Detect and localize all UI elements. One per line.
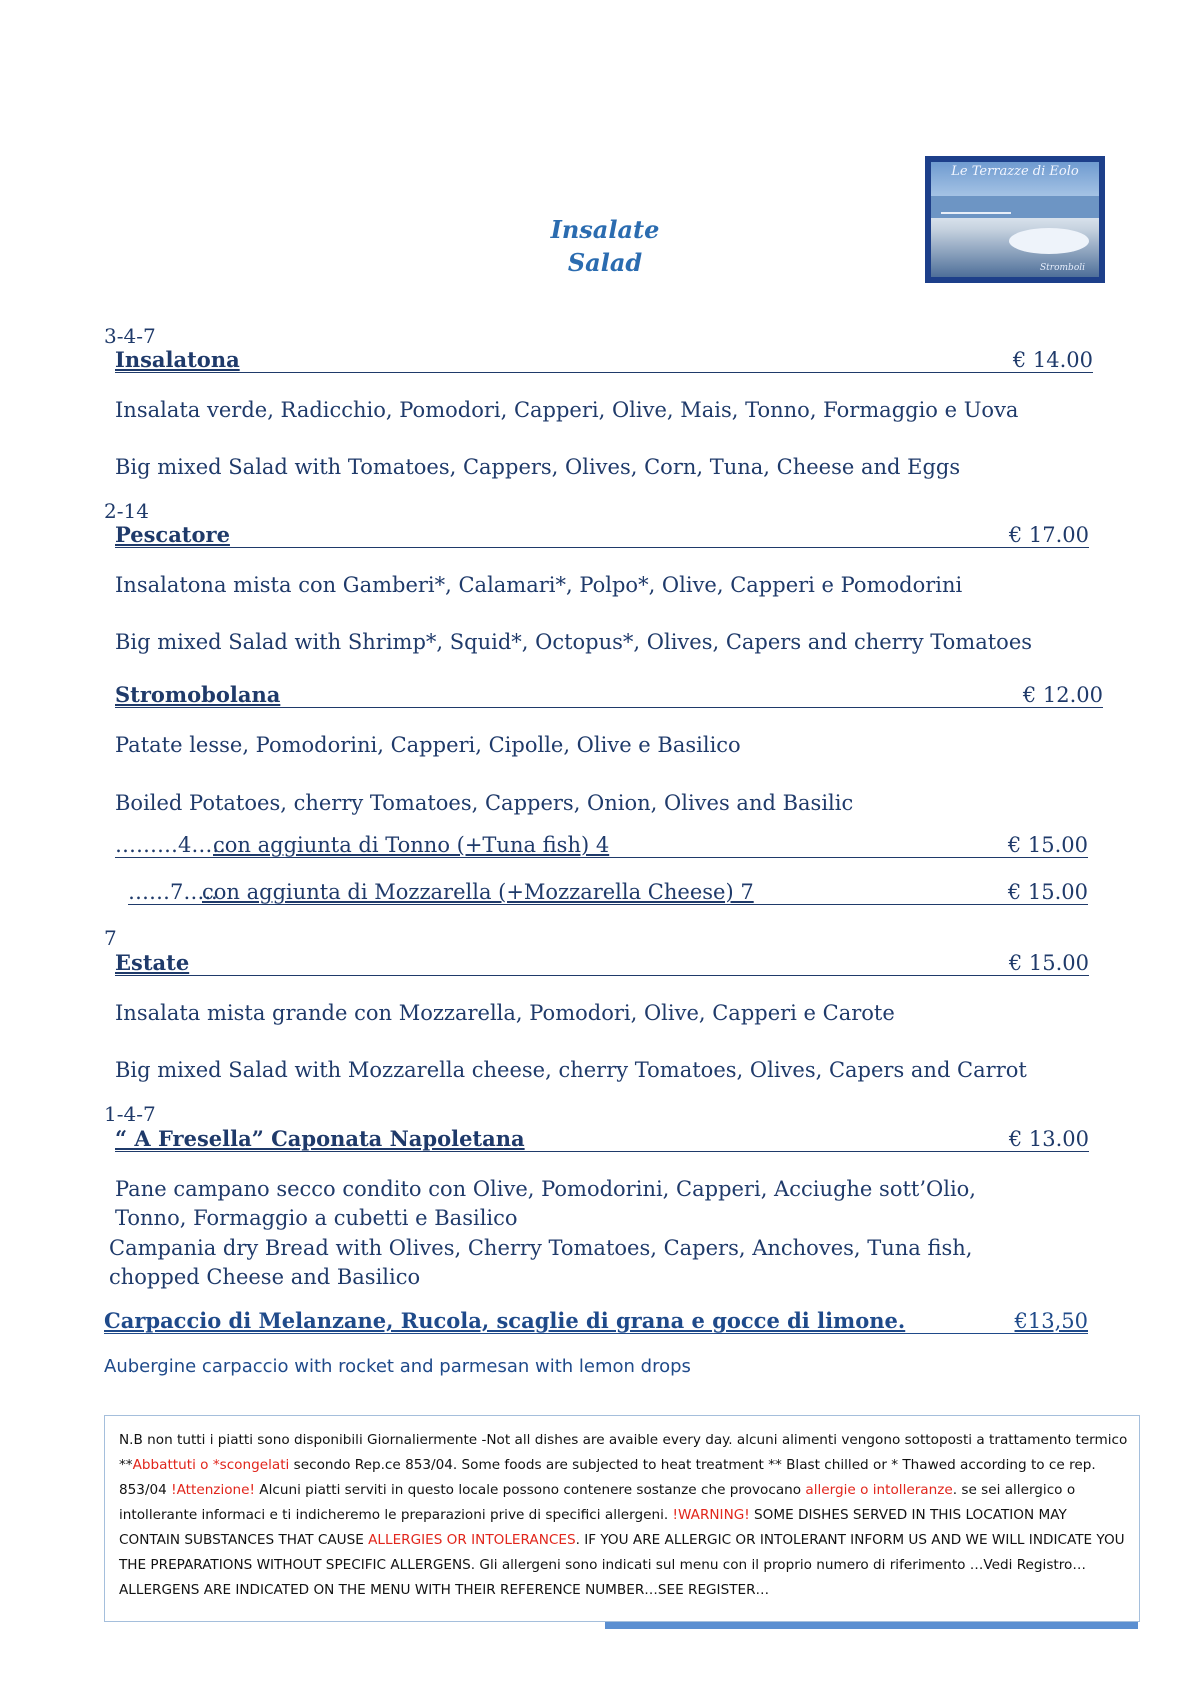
dish-name: “ A Fresella” Caponata Napoletana [115, 1126, 525, 1151]
notice-highlight: ALLERGIES OR INTOLERANCES [368, 1532, 576, 1548]
notice-text: secondo Rep.ce 853/04. Some foods are subjected to heat treatment ** Blast chilled or * Thawed according to ce rep. 853/04 [119, 1457, 1096, 1498]
dish-name: Insalatona [115, 347, 240, 372]
dish-description-en: Campania dry Bread with Olives, Cherry Tomatoes, Capers, Anchoves, Tuna fish, chopped Cheese and Basilico [109, 1236, 973, 1289]
addon-price: € 15.00 [1007, 833, 1088, 857]
notice-text: N.B non tutti i piatti sono disponibili Giornaliermente -Not all dishes are avaible every day. alcuni alimenti vengono sottoposti a trattamento termico ** [119, 1432, 1128, 1473]
dish-description-it: Pane campano secco condito con Olive, Pomodorini, Capperi, Acciughe sott’Olio, Tonno, Formaggio a cubetti e Basilico [115, 1177, 976, 1230]
dish-description-it: Insalata mista grande con Mozzarella, Pomodori, Olive, Capperi e Carote [115, 1001, 895, 1025]
menu-item-row [115, 348, 1093, 373]
dish-price: € 15.00 [1008, 951, 1089, 975]
allergen-codes: 7 [104, 926, 117, 950]
page-title [480, 213, 730, 279]
dish-description-it: Insalata verde, Radicchio, Pomodori, Capperi, Olive, Mais, Tonno, Formaggio e Uova [115, 398, 1019, 422]
addon-prefix: ……7….. [128, 880, 218, 904]
allergen-codes: 1-4-7 [104, 1102, 156, 1126]
terrace-photo [931, 162, 1099, 277]
dish-name: Carpaccio di Melanzane, Rucola, scaglie di grana e gocce di limone. [104, 1308, 906, 1333]
menu-item-row [115, 683, 1103, 708]
menu-item-row [115, 951, 1089, 976]
notice-highlight: Abbattuti o *scongelati [132, 1457, 290, 1473]
dish-price: € 17.00 [1008, 523, 1089, 547]
notice-highlight: !Attenzione! [171, 1482, 255, 1498]
logo-script-text: Le Terrazze di Eolo [951, 164, 1079, 179]
logo-signature: Stromboli [1040, 263, 1085, 273]
dish-description-it: Insalatona mista con Gamberi*, Calamari*, Polpo*, Olive, Capperi e Pomodorini [115, 573, 963, 597]
addon-price: € 15.00 [1007, 880, 1088, 904]
dish-price: € 13.00 [1008, 1127, 1089, 1151]
dish-description-en: Big mixed Salad with Tomatoes, Cappers, Olives, Corn, Tuna, Cheese and Eggs [115, 455, 961, 479]
dish-description-en: Boiled Potatoes, cherry Tomatoes, Cappers, Onion, Olives and Basilic [115, 791, 854, 815]
restaurant-logo [925, 156, 1105, 283]
dish-description-it: Patate lesse, Pomodorini, Capperi, Cipolle, Olive e Basilico [115, 733, 741, 757]
addon-row [115, 833, 1088, 858]
addon-prefix: ………4….. [115, 833, 226, 857]
railing [941, 212, 1011, 214]
sea-area [931, 196, 1099, 218]
table-shape [1009, 228, 1089, 254]
dish-description-en: Big mixed Salad with Mozzarella cheese, cherry Tomatoes, Olives, Capers and Carrot [115, 1058, 1027, 1082]
notice-text: . IF YOU ARE ALLERGIC OR INTOLERANT INFORM US AND WE WILL INDICATE YOU THE PREPARATIONS WITHOUT SPECIFIC ALLERGENS. Gli allergeni sono indicati sul menu con il proprio numero di riferimento …Vedi Registro… ALLERGENS ARE INDICATED ON THE MENU WITH THEIR REFERENCE NUMBER…SEE REGISTER… [119, 1532, 1125, 1598]
allergen-codes: 2-14 [104, 499, 149, 523]
dish-price: € 12.00 [1022, 683, 1103, 707]
notice-accent-bar [605, 1622, 1138, 1629]
dish-price: €13,50 [1014, 1309, 1088, 1333]
menu-item-row [115, 523, 1089, 548]
notice-text: Alcuni piatti serviti in questo locale possono contenere sostanze che provocano [254, 1482, 806, 1498]
notice-highlight: !WARNING! [672, 1507, 750, 1523]
dish-description-en: Aubergine carpaccio with rocket and parmesan with lemon drops [104, 1356, 691, 1377]
allergen-codes: 3-4-7 [104, 324, 156, 348]
title-italian: Insalate [550, 215, 660, 244]
dish-name: Pescatore [115, 522, 230, 547]
dish-name: Stromobolana [115, 682, 281, 707]
allergen-notice [104, 1415, 1140, 1622]
dish-name: Estate [115, 950, 190, 975]
notice-highlight: allergie o intolleranze [805, 1482, 953, 1498]
dish-description-en: Big mixed Salad with Shrimp*, Squid*, Octopus*, Olives, Capers and cherry Tomatoes [115, 630, 1033, 654]
menu-item-row [115, 1127, 1089, 1152]
dish-price: € 14.00 [1012, 348, 1093, 372]
addon-text: con aggiunta di Tonno (+Tuna fish) 4 [213, 833, 610, 857]
addon-text: con aggiunta di Mozzarella (+Mozzarella Cheese) 7 [202, 880, 754, 904]
menu-item-row [104, 1309, 1088, 1334]
title-english: Salad [567, 248, 643, 277]
notice-text: . se sei allergico o intollerante informaci e ti indicheremo le preparazioni prive di specifici allergeni. [119, 1482, 1076, 1523]
addon-row [128, 880, 1088, 905]
notice-text: SOME DISHES SERVED IN THIS LOCATION MAY CONTAIN SUBSTANCES THAT CAUSE [119, 1507, 1067, 1548]
